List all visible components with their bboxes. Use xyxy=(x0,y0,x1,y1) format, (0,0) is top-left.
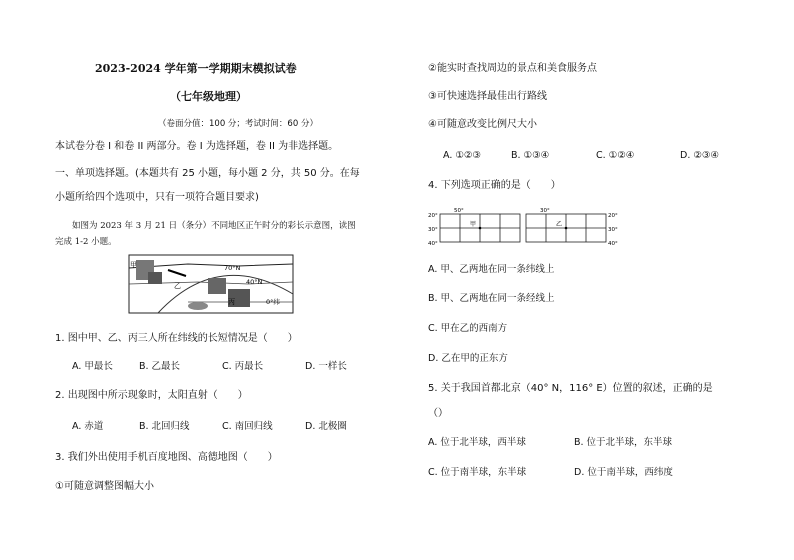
figure-caption-line2: 完成 1-2 小题。 xyxy=(55,237,117,247)
label-lat40: 40°N xyxy=(246,278,263,286)
q4-option-b[interactable]: B. 甲、乙两地在同一条经线上 xyxy=(428,293,555,304)
q2-option-b[interactable]: B. 北回归线 xyxy=(139,421,190,432)
q5-option-a[interactable]: A. 位于北半球，西半球 xyxy=(428,437,526,448)
q2-stem: 2. 出现图中所示现象时，太阳直射（ ） xyxy=(55,390,248,401)
q1-option-d[interactable]: D. 一样长 xyxy=(305,361,347,372)
q3-item-3: ③可快速选择最佳出行路线 xyxy=(428,91,547,102)
latlong-grid-figure xyxy=(428,206,618,248)
q1-stem: 1. 图中甲、乙、丙三人所在纬线的长短情况是（ ） xyxy=(55,333,298,344)
q1-option-a[interactable]: A. 甲最长 xyxy=(72,361,113,372)
q3-stem: 3. 我们外出使用手机百度地图、高德地图（ ） xyxy=(55,452,278,463)
grid-label-left-mid: 30° xyxy=(428,227,438,233)
grid-label-right-a: 20° xyxy=(608,213,618,219)
grid-label-yi: 乙 xyxy=(556,221,563,228)
q5-option-b[interactable]: B. 位于北半球，东半球 xyxy=(574,437,673,448)
q1-option-c[interactable]: C. 丙最长 xyxy=(222,361,264,372)
label-lat0: 0°纬 xyxy=(266,298,280,306)
q2-option-a[interactable]: A. 赤道 xyxy=(72,421,104,432)
q4-stem: 4. 下列选项正确的是（ ） xyxy=(428,180,561,191)
q3-option-c[interactable]: C. ①②④ xyxy=(596,150,635,161)
q1-option-b[interactable]: B. 乙最长 xyxy=(139,361,181,372)
q5-option-d[interactable]: D. 位于南半球，西纬度 xyxy=(574,467,673,478)
grid-label-right-c: 40° xyxy=(608,241,618,247)
score-line: （卷面分值：100 分；考试时间：60 分） xyxy=(158,119,318,129)
q4-option-a[interactable]: A. 甲、乙两地在同一条纬线上 xyxy=(428,264,555,275)
q5-stem-line1: 5. 关于我国首都北京（40° N，116° E）位置的叙述，正确的是 xyxy=(428,383,713,394)
shadow-figure xyxy=(128,254,294,314)
q3-item-1: ①可随意调整图幅大小 xyxy=(55,481,154,492)
exam-title: 2023-2024 学年第一学期期末模拟试卷 xyxy=(95,62,297,75)
q4-option-c[interactable]: C. 甲在乙的西南方 xyxy=(428,323,508,334)
grid-label-jia: 甲 xyxy=(470,221,477,228)
exam-subtitle: （七年级地理） xyxy=(170,90,247,103)
label-bing: 丙 xyxy=(228,298,235,306)
figure-caption-line1: 如图为 2023 年 3 月 21 日（条分）不同地区正午时分的彩长示意图，读图 xyxy=(72,221,356,231)
label-yi: 乙 xyxy=(174,282,181,290)
q3-option-d[interactable]: D. ②③④ xyxy=(680,150,719,161)
grid-label-left-top: 20° xyxy=(428,213,438,219)
grid-label-left-bottom: 40° xyxy=(428,241,438,247)
q3-item-4: ④可随意改变比例尺大小 xyxy=(428,119,537,130)
q5-stem-line2: （） xyxy=(428,408,448,419)
exam-intro: 本试卷分卷 I 和卷 II 两部分。卷 I 为选择题，卷 II 为非选择题。 xyxy=(55,141,339,152)
section1-heading-line1: 一、单项选择题。(本题共有 25 小题，每小题 2 分，共 50 分。在每 xyxy=(55,168,360,179)
label-jia: 甲 xyxy=(130,261,137,269)
q2-option-d[interactable]: D. 北极圈 xyxy=(305,421,347,432)
q5-option-c[interactable]: C. 位于南半球，东半球 xyxy=(428,467,527,478)
q3-item-2: ②能实时查找周边的景点和美食服务点 xyxy=(428,63,597,74)
q4-option-d[interactable]: D. 乙在甲的正东方 xyxy=(428,353,508,364)
label-lat70: 70°N xyxy=(224,264,241,272)
grid-label-right-b: 30° xyxy=(608,227,618,233)
grid-label-top-a: 50° xyxy=(454,208,464,214)
q3-option-b[interactable]: B. ①③④ xyxy=(511,150,550,161)
section1-heading-line2: 小题所给四个选项中，只有一项符合题目要求) xyxy=(55,192,259,203)
grid-label-top-b: 30° xyxy=(540,208,550,214)
q2-option-c[interactable]: C. 南回归线 xyxy=(222,421,273,432)
q3-option-a[interactable]: A. ①②③ xyxy=(443,150,481,161)
